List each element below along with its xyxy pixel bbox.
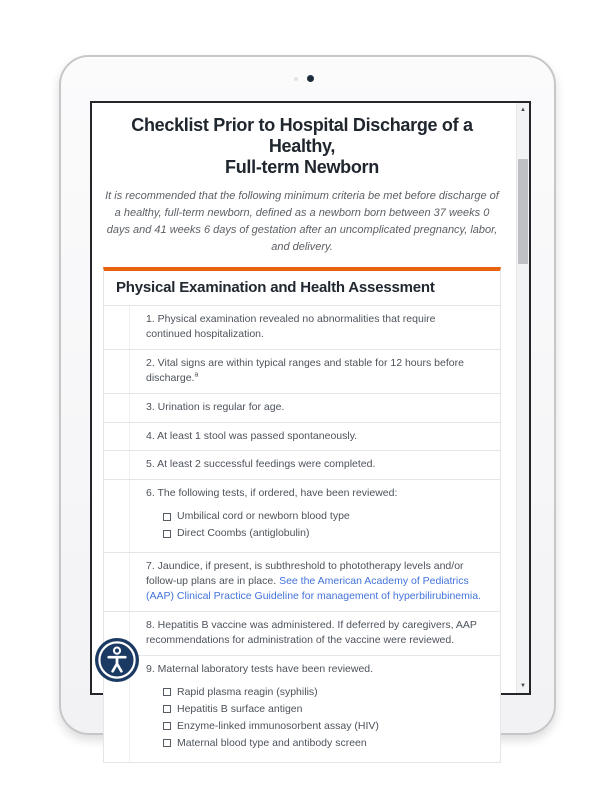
- checkbox-column-cell: [104, 350, 130, 393]
- sub-checkbox-item: [163, 718, 482, 735]
- item-text: 8. Hepatitis B vaccine was administered. If deferred by caregivers, AAP recommendations for administration of the vaccine were reviewed.: [146, 618, 477, 646]
- checklist-row: [104, 306, 500, 350]
- checklist-row: [104, 394, 500, 423]
- sub-checkbox-item: [163, 525, 482, 542]
- sub-item-label: Rapid plasma reagin (syphilis): [177, 685, 318, 698]
- sub-checkbox-item: [163, 508, 482, 525]
- checklist-row: [104, 451, 500, 480]
- scrollbar-thumb[interactable]: [518, 159, 528, 264]
- tablet-screen: [90, 101, 531, 749]
- checkbox-column-cell: [104, 423, 130, 451]
- checkbox-column-cell: [104, 394, 130, 422]
- checklist-row: [104, 656, 500, 762]
- checklist-row: [104, 612, 500, 656]
- checkbox-icon[interactable]: [163, 530, 171, 538]
- checkbox-column-cell: [104, 480, 130, 552]
- sub-item-label: Hepatitis B surface antigen: [177, 702, 303, 715]
- item-text: 6. The following tests, if ordered, have been reviewed:: [146, 487, 398, 500]
- item-text: 1. Physical examination revealed no abnormalities that require continued hospitalization.: [146, 313, 436, 340]
- checkbox-icon[interactable]: [163, 513, 171, 521]
- intro-paragraph: It is recommended that the following minimum criteria be met before discharge of a healthy, full-term newborn, defined as a newborn born between 37 weeks 0 days and 41 weeks 6 days of gestation after an uncomplicated pregnancy, labor, and delivery.: [105, 190, 499, 253]
- document-content: [92, 103, 518, 763]
- checkbox-column-cell: [104, 451, 130, 479]
- sub-checkbox-item: [163, 684, 482, 701]
- item-text: 9. Maternal laboratory tests have been reviewed.: [146, 662, 374, 675]
- scrollbar-down-arrow-icon[interactable]: ▼: [520, 683, 526, 689]
- item-text: 4. At least 1 stool was passed spontaneously.: [146, 429, 358, 442]
- item-text: 3. Urination is regular for age.: [146, 400, 285, 413]
- sub-item-label: Direct Coombs (antiglobulin): [177, 527, 310, 540]
- light-sensor-dot: [294, 77, 298, 81]
- item-text: 5. At least 2 successful feedings were completed.: [146, 458, 376, 471]
- checkbox-column-cell: [104, 553, 130, 611]
- checkbox-icon[interactable]: [163, 722, 171, 730]
- checklist-row: [104, 480, 500, 553]
- page-title: [103, 115, 501, 178]
- checkbox-icon[interactable]: [163, 688, 171, 696]
- sub-checkbox-list: [163, 508, 482, 542]
- checkbox-icon[interactable]: [163, 705, 171, 713]
- sub-checkbox-item: [163, 701, 482, 718]
- page-title-line-2: Full-term Newborn: [225, 157, 379, 177]
- sub-checkbox-item: [163, 735, 482, 752]
- screen-scrollbar[interactable]: [516, 103, 529, 693]
- sub-checkbox-list: [163, 684, 482, 752]
- accessibility-widget-button[interactable]: [94, 637, 140, 683]
- checklist-row: [104, 350, 500, 394]
- checklist-panel: [103, 267, 501, 763]
- sub-item-label: Umbilical cord or newborn blood type: [177, 510, 350, 523]
- checklist-row: [104, 423, 500, 452]
- checklist-row: [104, 553, 500, 612]
- tablet-device-frame: [59, 55, 556, 749]
- item-text: 2. Vital signs are within typical ranges and stable for 12 hours before discharge.: [146, 356, 464, 384]
- page-title-line-1: Checklist Prior to Hospital Discharge of a Healthy,: [131, 115, 473, 156]
- footnote-marker: a: [194, 371, 199, 379]
- front-camera-icon: [307, 75, 314, 82]
- item-text: 7. Jaundice, if present, is subthreshold to phototherapy levels and/or follow-up plans are in place.: [146, 560, 464, 588]
- sub-item-label: Enzyme-linked immunosorbent assay (HIV): [177, 719, 379, 732]
- checkbox-icon[interactable]: [163, 739, 171, 747]
- accessibility-icon: [94, 637, 140, 683]
- section-heading: Physical Examination and Health Assessment: [104, 271, 500, 306]
- aap-guideline-link[interactable]: See the American Academy of Pediatrics (AAP) Clinical Practice Guideline for management of hyperbilirubinemia.: [146, 575, 481, 603]
- checkbox-column-cell: [104, 306, 130, 349]
- scrollbar-up-arrow-icon[interactable]: ▲: [520, 107, 526, 113]
- sub-item-label: Maternal blood type and antibody screen: [177, 736, 367, 749]
